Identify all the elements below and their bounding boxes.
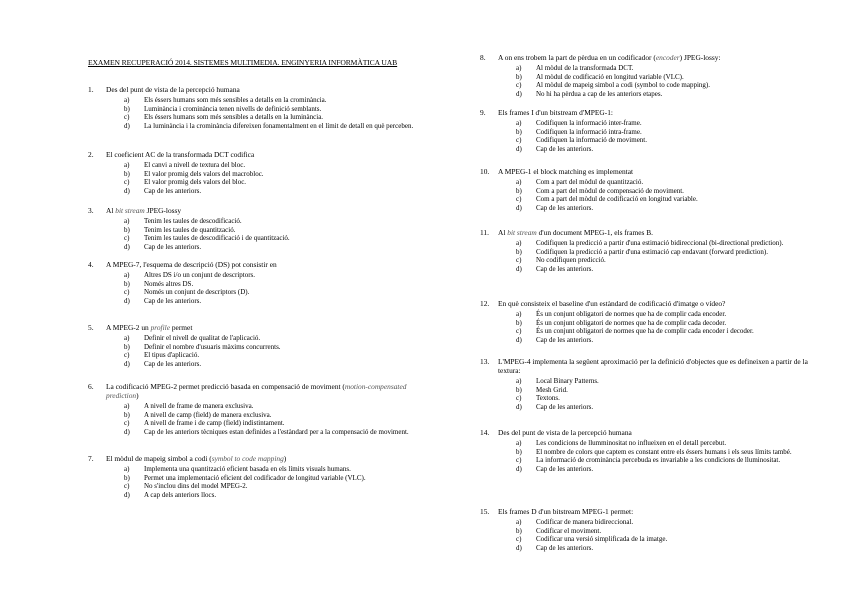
option-letter: b) [124,279,130,288]
answer-option [88,474,428,483]
answer-option [480,377,820,386]
answer-option [88,351,428,360]
option-letter: b) [124,473,130,482]
option-text: Cap de les anteriors. [536,203,594,212]
option-text: Codifiquen la informació intra-frame. [536,127,642,136]
answer-option [88,187,428,196]
option-text: Cap de les anteriors. [536,543,594,552]
option-text: A nivell de camp (field) de manera exclusiva. [144,410,272,419]
question-number: 5. [88,323,94,332]
question-text [106,150,428,159]
option-text: Permet una implementació eficient del codificador de longitud variable (VLC). [144,473,366,482]
option-letter: a) [516,239,522,247]
option-text: Textons. [536,394,560,403]
question-item [480,507,820,552]
question-number: 13. [480,357,490,366]
question-number: 1. [88,85,94,94]
answer-options [480,239,820,273]
option-letter: d) [516,335,522,344]
answer-option [480,81,820,90]
question-text-run: El coeficient AC de la transformada DCT codifica [106,150,255,159]
option-letter: d) [516,464,522,473]
answer-options [480,64,820,98]
question-item [88,260,428,305]
question-text [106,206,428,215]
question-item [480,428,820,473]
question-text-run: Des del punt de vista de la percepció humana [106,85,240,94]
option-text: Cap de les anteriors tècniques estan definides a l'estàndard per a la compensació de moviment. [144,427,409,436]
answer-option [88,402,428,411]
question-text-run: Al [106,206,116,215]
option-letter: a) [516,310,522,318]
option-letter: d) [124,359,130,368]
question-number: 4. [88,260,94,269]
option-letter: c) [124,234,130,243]
answer-options [88,161,428,195]
answer-option [88,170,428,179]
option-text: Luminància i crominància tenen nivells de definició semblants. [144,104,322,113]
answer-option [88,161,428,170]
option-text: Al mòdul de codificació en longitud variable (VLC). [536,72,684,81]
option-letter: b) [516,385,522,394]
answer-option [480,256,820,265]
option-letter: a) [124,271,130,279]
answer-option [88,178,428,187]
option-letter: a) [516,64,522,72]
question-text-run: Els frames D d'un bitstream MPEG-1 permet: [498,507,634,516]
question-text [106,323,428,332]
question-text-run: Els frames I d'un bitstream d'MPEG-1: [498,108,613,117]
answer-option [480,535,820,544]
option-letter: d) [516,402,522,411]
option-text: Codificar una versió simplificada de la imatge. [536,535,668,544]
question-text-run: Al [498,228,508,237]
answer-option [88,217,428,226]
question-item [88,382,428,436]
answer-option [480,465,820,474]
option-letter: c) [516,136,522,145]
question-item [480,167,820,212]
question-item [480,108,820,153]
question-text-run: La codificació MPEG-2 permet predicció basada en compensació de moviment ( [106,382,345,391]
option-letter: c) [124,482,130,491]
option-text: Tenim les taules de descodificació i de quantització. [144,234,290,243]
answer-option [88,113,428,122]
option-letter: a) [124,161,130,169]
answer-option [480,248,820,257]
option-letter: d) [516,264,522,273]
answer-option [480,136,820,145]
option-text: El valor promig dels valors del macrobloc. [144,169,264,178]
option-text: A nivell de frame de manera exclusiva. [144,402,254,410]
question-item [480,228,820,273]
option-text: És un conjunt obligatori de normes que ha de complir cada decoder. [536,318,727,327]
option-letter: a) [124,465,130,473]
question-item [480,299,820,344]
option-text: El canvi a nivell de textura del bloc. [144,161,246,169]
option-text: Codificar de manera bidireccional. [536,518,634,526]
option-letter: b) [516,447,522,456]
answer-option [480,187,820,196]
answer-options [88,402,428,436]
answer-option [88,243,428,252]
answer-option [88,411,428,420]
option-letter: d) [516,203,522,212]
option-letter: c) [516,535,522,544]
option-letter: c) [124,288,130,297]
option-letter: c) [516,327,522,336]
question-number: 7. [88,454,94,463]
option-letter: b) [516,127,522,136]
answer-option [88,122,428,131]
answer-option [480,195,820,204]
option-text: Definir el nombre d'usuaris màxims concurrents. [144,342,281,351]
option-text: Cap de les anteriors. [144,359,202,368]
option-text: A nivell de frame i de camp (field) indistintament. [144,419,285,428]
option-letter: a) [516,377,522,385]
answer-option [88,428,428,437]
answer-option [480,527,820,536]
option-letter: a) [516,119,522,127]
option-text: Només altres DS. [144,279,194,288]
question-item [88,85,428,130]
answer-option [88,288,428,297]
option-text: Cap de les anteriors. [536,464,594,473]
answer-option [480,310,820,319]
option-letter: d) [516,144,522,153]
option-letter: a) [124,96,130,104]
answer-option [480,178,820,187]
question-text-run: ) JPEG-lossy: [679,53,721,62]
option-text: Les condicions de llumminositat no influeixen en el detall percebut. [536,439,727,447]
answer-option [480,239,820,248]
option-letter: c) [516,256,522,265]
option-letter: d) [124,427,130,436]
option-letter: b) [124,225,130,234]
question-text-run: JPEG-lossy [144,206,182,215]
answer-option [88,234,428,243]
question-number: 14. [480,428,490,437]
question-number: 6. [88,382,94,391]
question-text [106,382,428,400]
option-text: Altres DS i/o un conjunt de descriptors. [144,271,256,279]
option-letter: a) [124,402,130,410]
option-letter: d) [124,186,130,195]
option-text: Com a part del mòdul de codificació en longitud variable. [536,195,698,204]
question-item [88,454,428,499]
option-text: El valor promig dels valors del bloc. [144,178,247,187]
question-number: 10. [480,167,490,176]
option-text: Només un conjunt de descriptors (D). [144,288,250,297]
answer-option [88,271,428,280]
option-text: Els éssers humans som més sensibles a detalls en la luminància. [144,113,324,122]
option-letter: b) [124,169,130,178]
question-number: 9. [480,108,486,117]
answer-option [88,482,428,491]
option-text: Tenim les taules de quantització. [144,225,236,234]
option-text: Codifiquen la informació inter-frame. [536,119,642,127]
question-text [498,428,820,437]
question-text [106,85,428,94]
question-italic-term: encoder [655,53,680,62]
option-text: Codifiquen la predicció a partir d'una estimació cap endavant (forward prediction). [536,247,768,256]
option-text: El tipus d'aplicació. [144,351,200,360]
question-text-run: A MPEG-1 el block matching es implementat [498,167,634,176]
answer-options [88,271,428,305]
option-text: No hi ha pèrdua a cap de les anteriors etapes. [536,89,663,98]
question-text-run: A MPEG-2 un [106,323,151,332]
answer-option [480,544,820,553]
question-text [498,299,820,308]
question-item [88,323,428,368]
answer-option [88,491,428,500]
question-number: 15. [480,507,490,516]
option-text: Cap de les anteriors. [144,186,202,195]
option-text: Implementa una quantització eficient basada en els límits visuals humans. [144,465,351,473]
question-text-run: L'MPEG-4 implementa la següent aproximació per la definició d'objectes que es defineixen a partir de la textura: [498,357,808,375]
option-text: Cap de les anteriors. [536,264,594,273]
option-text: Cap de les anteriors. [536,144,594,153]
question-text-run: A MPEG-7, l'esquema de descripció (DS) pot consistir en [106,260,277,269]
answer-option [480,394,820,403]
option-text: La luminància i la crominància difereixen fonamentalment en el límit de detall en què perceben. [144,121,414,130]
question-text-run: ) [136,391,139,400]
option-text: A cap dels anteriors llocs. [144,490,217,499]
answer-option [480,73,820,82]
question-text-run: Des del punt de vista de la percepció humana [498,428,632,437]
option-letter: a) [124,334,130,342]
question-italic-term: motion-compensated prediction [106,382,407,400]
question-item [480,357,820,411]
option-letter: d) [516,89,522,98]
answer-option [480,518,820,527]
option-letter: a) [124,217,130,225]
option-letter: b) [516,186,522,195]
question-text-run: ) [283,454,287,463]
option-text: Mesh Grid. [536,385,568,394]
option-text: Cap de les anteriors. [536,335,594,344]
question-text [498,228,820,237]
option-text: Tenim les taules de descodificació. [144,217,242,225]
question-item [88,150,428,195]
question-text [498,507,820,516]
answer-options [480,518,820,552]
question-text-run: En què consisteix el baseline d'un estàndard de codificació d'imatge o vídeo? [498,299,726,308]
option-letter: d) [124,121,130,130]
option-letter: b) [124,410,130,419]
option-text: Definir el nivell de qualitat de l'aplicació. [144,334,261,342]
option-letter: c) [124,351,130,360]
question-text [106,454,428,463]
option-letter: c) [124,419,130,428]
option-text: Cap de les anteriors. [144,296,202,305]
option-letter: b) [124,104,130,113]
answer-option [88,280,428,289]
answer-option [480,319,820,328]
option-letter: c) [516,456,522,465]
answer-option [88,297,428,306]
answer-option [480,439,820,448]
answer-options [480,119,820,153]
option-text: Al mòdul de la transformada DCT. [536,64,634,72]
question-number: 2. [88,150,94,159]
option-letter: c) [124,178,130,187]
option-letter: c) [516,81,522,90]
question-text-run: permet [170,323,193,332]
exam-title: EXAMEN RECUPERACIÓ 2014. SISTEMES MULTIMEDIA. ENGINYERIA INFORMÀTICA UAB [88,58,398,67]
question-number: 11. [480,228,489,237]
answer-option [480,386,820,395]
option-letter: a) [516,439,522,447]
question-number: 12. [480,299,490,308]
answer-option [88,343,428,352]
question-text [498,53,820,62]
answer-option [480,265,820,274]
option-letter: c) [516,195,522,204]
option-letter: a) [516,178,522,186]
option-letter: c) [516,394,522,403]
option-text: Cap de les anteriors. [536,402,594,411]
answer-option [480,456,820,465]
option-text: Codifiquen la informació de moviment. [536,136,648,145]
question-text [106,260,428,269]
option-text: No s'inclou dins del model MPEG-2. [144,482,248,491]
question-italic-term: bit stream [115,206,145,215]
answer-options [88,96,428,130]
option-letter: d) [124,296,130,305]
answer-options [480,310,820,344]
answer-option [88,105,428,114]
answer-option [88,334,428,343]
question-item [88,206,428,251]
question-text-run: d'un document MPEG-1, els frames B. [536,228,654,237]
option-letter: d) [124,490,130,499]
answer-option [480,204,820,213]
option-letter: b) [516,247,522,256]
question-italic-term: bit stream [507,228,537,237]
answer-option [480,145,820,154]
question-text-run: A on ens trobem la part de pèrdua en un codificador ( [498,53,656,62]
answer-options [480,439,820,473]
question-text [498,167,820,176]
answer-option [480,336,820,345]
answer-option [88,465,428,474]
question-item [480,53,820,98]
answer-option [480,64,820,73]
option-text: Com a part del mòdul de quantització. [536,178,644,186]
option-letter: d) [124,242,130,251]
option-text: Local Binary Patterns. [536,377,599,385]
question-text [498,357,820,375]
answer-option [480,448,820,457]
option-letter: b) [516,318,522,327]
option-letter: a) [516,518,522,526]
option-letter: c) [124,113,130,122]
option-letter: b) [516,72,522,81]
answer-options [480,377,820,411]
option-letter: b) [124,342,130,351]
option-letter: d) [516,543,522,552]
option-text: La informació de crominància percebuda es invariable a les condicions de lluminositat. [536,456,781,465]
answer-option [480,403,820,412]
option-text: Codifiquen la predicció a partir d'una estimació bidireccional (bi-directional prediction). [536,239,784,247]
option-text: El nombre de colors que captem es constant entre els éssers humans i els seus límits també. [536,447,792,456]
answer-option [480,119,820,128]
question-text [498,108,820,117]
answer-options [88,334,428,368]
option-text: Els éssers humans som més sensibles a detalls en la crominància. [144,96,327,104]
answer-option [88,360,428,369]
question-italic-term: symbol to code mapping [211,454,284,463]
question-italic-term: profile [150,323,170,332]
option-text: Cap de les anteriors. [144,242,202,251]
question-text-run: El mòdul de mapeig simbol a codi ( [106,454,212,463]
answer-options [480,178,820,212]
question-number: 3. [88,206,94,215]
answer-options [88,217,428,251]
answer-option [480,327,820,336]
option-letter: b) [516,526,522,535]
option-text: Codificar el moviment. [536,526,602,535]
answer-option [88,96,428,105]
answer-option [88,226,428,235]
answer-option [88,419,428,428]
option-text: És un conjunt obligatori de normes que ha de complir cada encoder. [536,310,727,318]
answer-option [480,90,820,99]
option-text: És un conjunt obligatori de normes que ha de complir cada encoder i decoder. [536,327,754,336]
question-number: 8. [480,53,486,62]
option-text: No codifiquen predicció. [536,256,606,265]
option-text: Al mòdul de mapeig simbol a codi (symbol to code mapping). [536,81,710,90]
answer-option [480,128,820,137]
option-text: Com a part del mòdul de compensació de moviment. [536,186,684,195]
answer-options [88,465,428,499]
